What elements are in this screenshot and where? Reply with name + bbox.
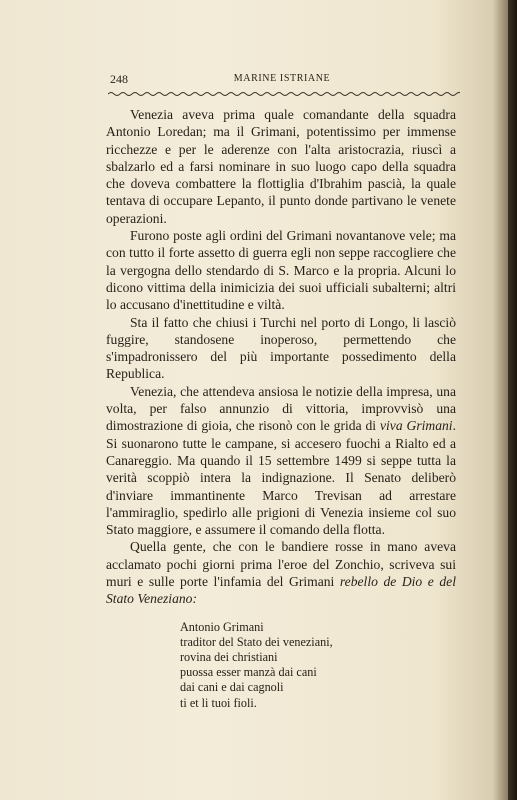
page-number: 248 bbox=[110, 72, 128, 86]
paragraph-5 bbox=[106, 538, 456, 607]
page-header bbox=[104, 72, 460, 88]
verse-quote bbox=[180, 620, 456, 711]
paragraph-3: Sta il fatto che chiusi i Turchi nel porto di Longo, li lasciò fuggire, standosene inoperoso, permettendo che s'impadronissero del più importante possedimento della Republica. bbox=[106, 314, 456, 382]
paragraph-4-italic: viva Grimani bbox=[379, 418, 453, 434]
paragraph-4-text-c: . Si suonarono tutte le campane, si accesero fuochi a Rialto ed a Canareggio. Ma quando il 15 settembre 1499 si seppe tutta la verità scoppiò intera la indignazione. Il Senato deliberò d'inviare immantinente Marco Trevisan ad arrestare l'ammiraglio, spedirlo alle prigioni di Venezia insieme col suo Stato maggiore, e assumere il comando della flotta. bbox=[106, 418, 456, 538]
paragraph-4-text-a: Venezia, che attendeva ansiosa le notizie della impresa, una volta, per falso annunzio di vittoria, improvvisò una dimostrazione di gioia, che risonò con le grida di bbox=[106, 383, 456, 434]
paragraph-2: Furono poste agli ordini del Grimani novantanove vele; ma con tutto il forte assetto di guerra egli non seppe raccogliere che la vergogna dello stendardo di S. Marco e la propria. Alcuni lo dicono vittima della inimicizia dei suoi ufficiali subalterni; altri lo accusano d'inettitudine e viltà. bbox=[106, 228, 456, 313]
paragraph-1: Venezia aveva prima quale comandante della squadra Antonio Loredan; ma il Grimani, potentissimo per immense ricchezze e per le aderenze con l'alta aristocrazia, riuscì a sbalzarlo ed a farsi nominare in suo luogo capo della squadra che doveva combattere la flottiglia d'Ibrahim pascià, la quale tentava di occupare Lepanto, il punto donde partivano le venete operazioni. bbox=[106, 107, 456, 226]
verse-line: ti et li tuoi fioli. bbox=[180, 695, 257, 710]
running-title: MARINE ISTRIANE bbox=[233, 73, 331, 84]
decorative-wavy-rule bbox=[108, 90, 460, 98]
verse-line: puossa esser manzà dai cani bbox=[180, 665, 317, 680]
book-binding-edge bbox=[508, 0, 517, 800]
paragraph-4 bbox=[106, 383, 456, 539]
verse-line: dai cani e dai cagnoli bbox=[180, 680, 284, 695]
verse-line: rovina dei christiani bbox=[180, 650, 278, 665]
verse-line: traditor del Stato dei veneziani, bbox=[180, 634, 333, 649]
verse-line: Antonio Grimani bbox=[180, 619, 264, 634]
body-text bbox=[106, 106, 456, 711]
paragraph-5-text-a: Quella gente, che con le bandiere rosse in mano aveva acclamato pochi giorni prima l'eroe del Zonchio, scriveva sui muri e sulle porte l'infamia del Grimani bbox=[106, 539, 456, 590]
paragraph-5-italic: rebello de Dio e del Stato Veneziano: bbox=[106, 574, 456, 607]
